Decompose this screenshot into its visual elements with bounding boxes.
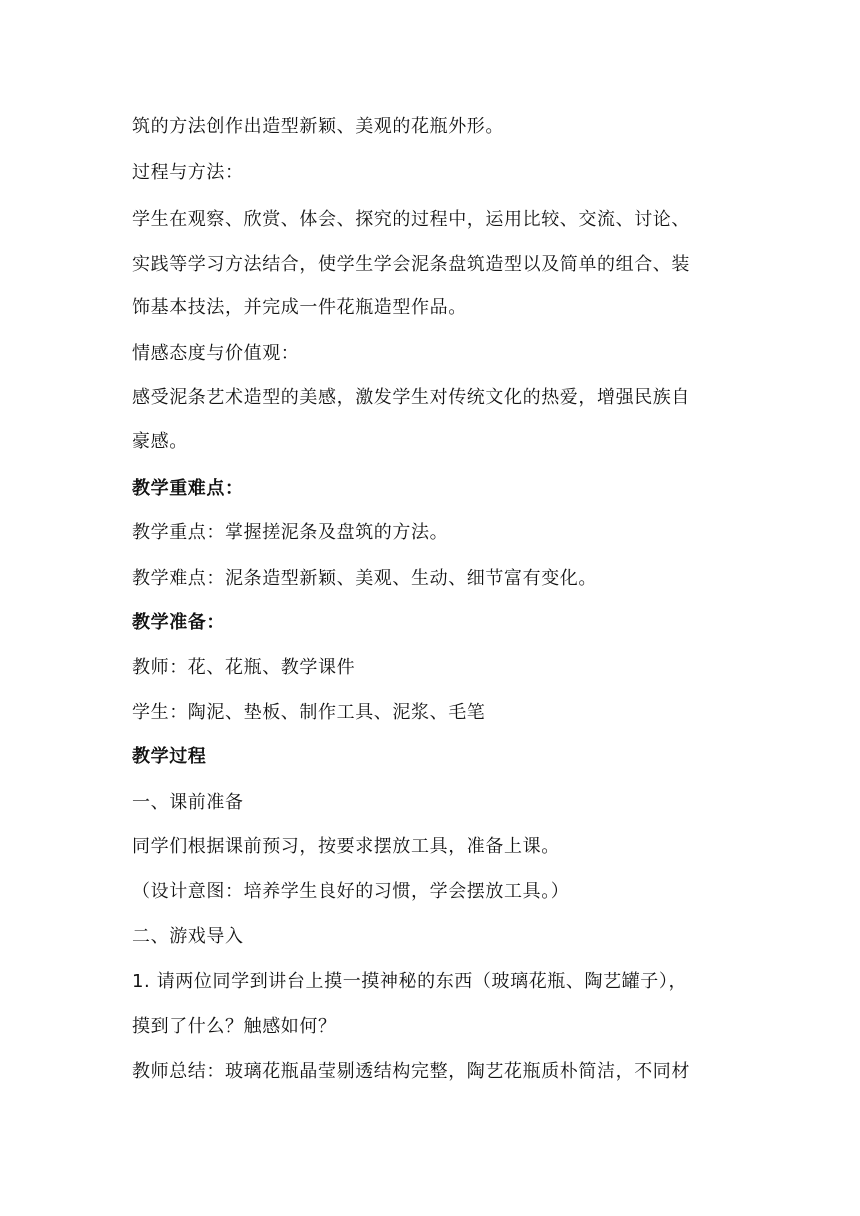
section-heading-pre-class: 一、课前准备 — [132, 792, 244, 813]
section-label-process-method: 过程与方法： — [132, 162, 244, 183]
text-line: 教师：花、花瓶、教学课件 — [132, 657, 356, 678]
text-line: 感受泥条艺术造型的美感，激发学生对传统文化的热爱，增强民族自 — [132, 387, 690, 408]
heading-key-difficult-points: 教学重难点： — [132, 478, 244, 499]
text-line: 教学难点：泥条造型新颖、美观、生动、细节富有变化。 — [132, 568, 597, 589]
text-line: 学生：陶泥、垫板、制作工具、泥浆、毛笔 — [132, 702, 486, 723]
section-heading-game-intro: 二、游戏导入 — [132, 926, 244, 947]
heading-teaching-preparation: 教学准备： — [132, 612, 225, 633]
text-line: 实践等学习方法结合，使学生学会泥条盘筑造型以及简单的组合、装 — [132, 254, 690, 275]
heading-teaching-process: 教学过程 — [132, 746, 207, 767]
text-line: 教师总结：玻璃花瓶晶莹剔透结构完整，陶艺花瓶质朴简洁，不同材 — [132, 1061, 690, 1082]
text-line: 豪感。 — [132, 431, 188, 452]
text-line: 教学重点：掌握搓泥条及盘筑的方法。 — [132, 522, 449, 543]
text-line: 学生在观察、欣赏、体会、探究的过程中，运用比较、交流、讨论、 — [132, 209, 690, 230]
text-line: （设计意图：培养学生良好的习惯，学会摆放工具。） — [132, 881, 570, 902]
text-line: 筑的方法创作出造型新颖、美观的花瓶外形。 — [132, 116, 504, 137]
section-label-attitude-values: 情感态度与价值观： — [132, 343, 300, 364]
text-line: 摸到了什么？触感如何？ — [132, 1016, 337, 1037]
text-line: 同学们根据课前预习，按要求摆放工具，准备上课。 — [132, 836, 560, 857]
text-line: 饰基本技法，并完成一件花瓶造型作品。 — [132, 297, 467, 318]
text-line: 1. 请两位同学到讲台上摸一摸神秘的东西（玻璃花瓶、陶艺罐子）， — [132, 971, 688, 992]
